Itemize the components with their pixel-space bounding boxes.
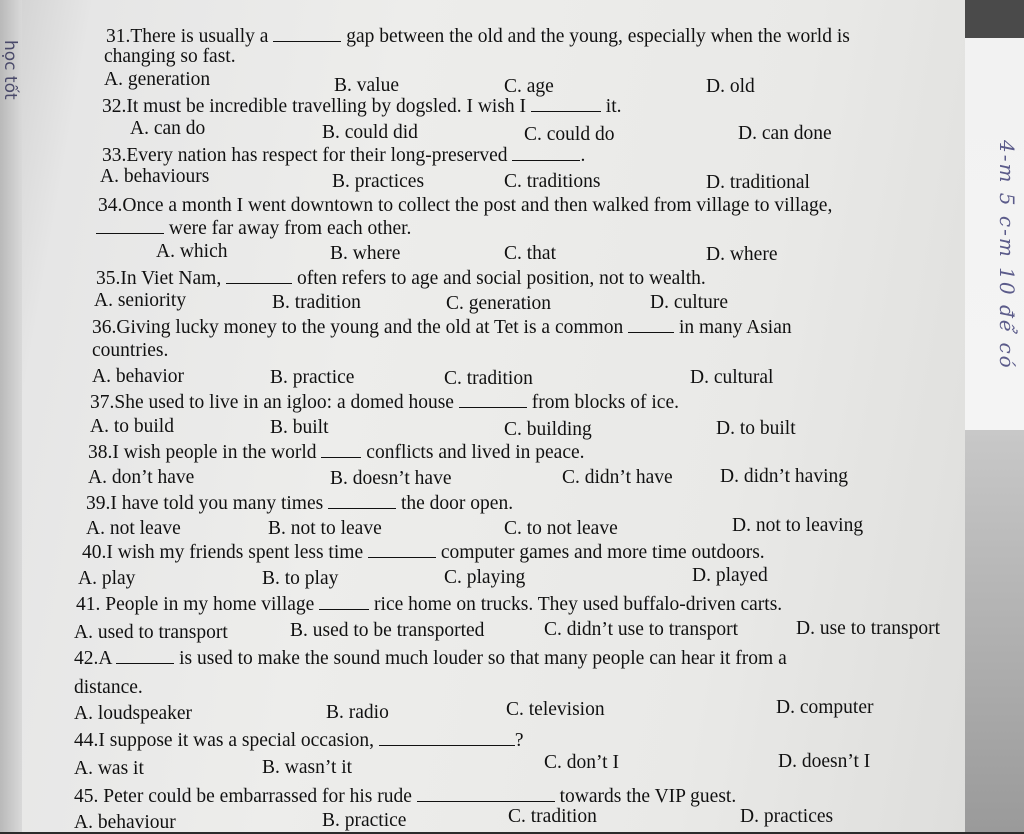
option-34-b: B. where bbox=[330, 243, 401, 264]
option-44-c: C. don’t I bbox=[544, 752, 619, 773]
option-42-d: D. computer bbox=[776, 697, 874, 718]
option-42-b: B. radio bbox=[326, 702, 389, 723]
option-36-c: C. tradition bbox=[444, 368, 533, 389]
option-35-a: A. seniority bbox=[94, 290, 187, 311]
option-31-a: A. generation bbox=[104, 69, 211, 90]
answer-blank bbox=[273, 27, 341, 42]
option-33-a: A. behaviours bbox=[100, 166, 210, 187]
option-39-b: B. not to leave bbox=[268, 518, 382, 539]
option-41-c: C. didn’t use to transport bbox=[544, 619, 739, 640]
option-39-a: A. not leave bbox=[86, 518, 181, 539]
option-32-b: B. could did bbox=[322, 122, 418, 143]
answer-blank bbox=[459, 393, 527, 408]
option-33-d: D. traditional bbox=[706, 172, 810, 193]
answer-blank bbox=[417, 787, 555, 802]
option-35-b: B. tradition bbox=[272, 292, 361, 313]
option-41-a: A. used to transport bbox=[74, 622, 228, 643]
option-36-d: D. cultural bbox=[690, 367, 774, 388]
option-39-d: D. not to leaving bbox=[732, 515, 864, 536]
question-34-stem: 34.Once a month I went downtown to collect the post and then walked from village to village, bbox=[98, 195, 833, 216]
answer-blank bbox=[512, 146, 580, 161]
option-45-c: C. tradition bbox=[508, 806, 597, 827]
option-44-a: A. was it bbox=[74, 758, 144, 779]
answer-blank bbox=[226, 269, 292, 284]
option-32-d: D. can done bbox=[738, 123, 832, 144]
option-45-a: A. behaviour bbox=[74, 812, 176, 833]
option-42-c: C. television bbox=[506, 699, 605, 720]
question-41-stem: 41. People in my home village rice home on trucks. They used buffalo-driven carts. bbox=[76, 594, 783, 615]
left-margin bbox=[0, 0, 22, 832]
answer-blank bbox=[328, 494, 396, 509]
option-32-a: A. can do bbox=[130, 118, 206, 139]
option-36-a: A. behavior bbox=[92, 366, 185, 387]
option-41-b: B. used to be transported bbox=[290, 620, 485, 641]
option-39-c: C. to not leave bbox=[504, 518, 618, 539]
option-31-c: C. age bbox=[504, 76, 554, 97]
option-38-b: B. doesn’t have bbox=[330, 468, 452, 489]
option-44-d: D. doesn’t I bbox=[778, 751, 871, 772]
answer-blank bbox=[116, 649, 174, 664]
option-37-b: B. built bbox=[270, 417, 329, 438]
question-35-stem: 35.In Viet Nam, often refers to age and social position, not to wealth. bbox=[96, 268, 706, 289]
answer-blank bbox=[628, 318, 674, 333]
option-31-d: D. old bbox=[706, 76, 755, 97]
question-37-stem: 37.She used to live in an igloo: a domed house from blocks of ice. bbox=[90, 392, 679, 413]
answer-blank bbox=[319, 595, 369, 610]
question-36-stem: 36.Giving lucky money to the young and the old at Tet is a common in many Asian bbox=[92, 317, 792, 338]
right-handwritten-note bbox=[965, 0, 1024, 832]
option-45-d: D. practices bbox=[740, 806, 834, 827]
option-35-c: C. generation bbox=[446, 293, 552, 314]
question-42-stem: 42.A is used to make the sound much louder so that many people can hear it from a bbox=[74, 648, 787, 669]
option-40-c: C. playing bbox=[444, 567, 526, 588]
option-34-c: C. that bbox=[504, 243, 556, 264]
option-38-c: C. didn’t have bbox=[562, 467, 673, 488]
option-33-b: B. practices bbox=[332, 171, 425, 192]
answer-blank bbox=[96, 219, 164, 234]
option-33-c: C. traditions bbox=[504, 171, 601, 192]
option-34-a: A. which bbox=[156, 241, 228, 262]
option-37-a: A. to build bbox=[90, 416, 174, 437]
margin-handwriting: học tốt bbox=[0, 40, 20, 100]
note-handwriting: 4-m 5 c-m 10 để có bbox=[995, 140, 1019, 370]
option-40-d: D. played bbox=[692, 565, 768, 586]
option-42-a: A. loudspeaker bbox=[74, 703, 193, 724]
option-40-b: B. to play bbox=[262, 568, 339, 589]
question-42-cont: distance. bbox=[74, 677, 143, 698]
answer-blank bbox=[368, 543, 436, 558]
option-32-c: C. could do bbox=[524, 124, 615, 145]
option-40-a: A. play bbox=[78, 568, 136, 589]
option-41-d: D. use to transport bbox=[796, 618, 941, 639]
question-44-stem: 44.I suppose it was a special occasion, ? bbox=[74, 730, 524, 751]
question-31-stem: 31.There is usually a gap between the old and the young, especially when the world is bbox=[106, 26, 850, 47]
option-31-b: B. value bbox=[334, 75, 399, 96]
option-45-b: B. practice bbox=[322, 810, 407, 831]
option-34-d: D. where bbox=[706, 244, 778, 265]
question-34-cont: were far away from each other. bbox=[96, 218, 411, 240]
option-44-b: B. wasn’t it bbox=[262, 757, 353, 778]
option-37-c: C. building bbox=[504, 419, 592, 440]
answer-blank bbox=[531, 97, 601, 112]
option-38-d: D. didn’t having bbox=[720, 466, 849, 487]
question-31-cont: changing so fast. bbox=[104, 46, 236, 67]
answer-blank bbox=[321, 443, 361, 458]
question-45-stem: 45. Peter could be embarrassed for his rude towards the VIP guest. bbox=[74, 786, 737, 807]
option-38-a: A. don’t have bbox=[88, 467, 195, 488]
question-33-stem: 33.Every nation has respect for their long-preserved . bbox=[102, 145, 586, 166]
answer-blank bbox=[379, 731, 515, 746]
question-38-stem: 38.I wish people in the world conflicts and lived in peace. bbox=[88, 442, 585, 463]
option-37-d: D. to built bbox=[716, 418, 796, 439]
option-35-d: D. culture bbox=[650, 292, 728, 313]
question-32-stem: 32.It must be incredible travelling by dogsled. I wish I it. bbox=[102, 96, 622, 117]
option-36-b: B. practice bbox=[270, 367, 355, 388]
question-36-cont: countries. bbox=[92, 340, 169, 361]
question-40-stem: 40.I wish my friends spent less time computer games and more time outdoors. bbox=[82, 542, 765, 563]
question-39-stem: 39.I have told you many times the door open. bbox=[86, 493, 514, 514]
